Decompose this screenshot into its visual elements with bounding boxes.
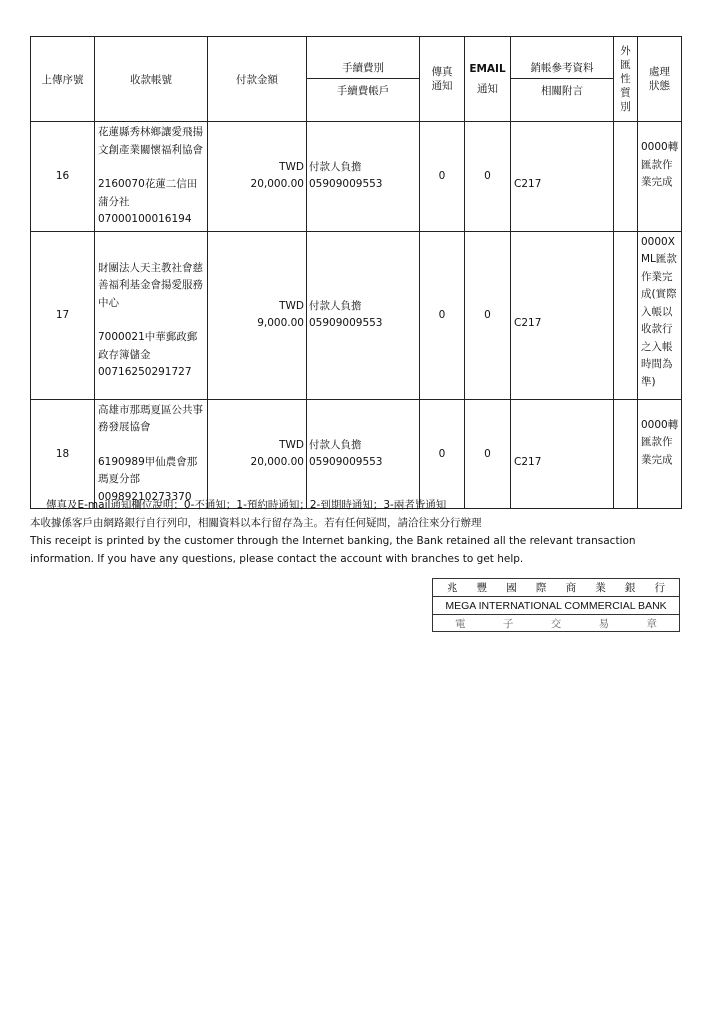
header-amount: 付款金額 — [208, 37, 307, 122]
row-account — [95, 231, 208, 399]
fee-account: 05909009553 — [309, 317, 383, 329]
row-amount — [208, 399, 307, 509]
header-row — [31, 37, 682, 122]
header-ref — [511, 37, 614, 122]
currency: TWD — [279, 438, 304, 451]
header-fee-type: 手續費別 — [307, 56, 419, 79]
header-fx: 外匯性質別 — [614, 37, 638, 122]
row-ref: C217 — [511, 399, 614, 509]
row-fee — [307, 231, 420, 399]
payee-branch: 6190989甲仙農會那瑪夏分部 — [98, 455, 198, 485]
row-fx — [614, 231, 638, 399]
header-fee — [307, 37, 420, 122]
disclaimer-english: This receipt is printed by the customer through the Internet banking, the Bank retained all the relevant transaction information. If you have any questions, please contact the account with branches to get help. — [30, 535, 636, 565]
fee-type: 付款人負擔 — [309, 300, 362, 312]
transaction-table — [30, 36, 682, 509]
row-amount — [208, 231, 307, 399]
currency: TWD — [279, 161, 304, 174]
seal-electronic-transaction: 電 子 交 易 章 — [455, 618, 657, 630]
table-row — [31, 231, 682, 399]
currency: TWD — [279, 300, 304, 312]
row-seq: 18 — [31, 399, 95, 509]
table-row — [31, 399, 682, 509]
payee-branch: 7000021中華郵政郵政存簿儲金 — [98, 331, 198, 361]
payee-name: 財團法人天主教社會慈善福利基金會揚愛服務中心 — [98, 261, 203, 309]
header-email: EMAIL 通知 — [465, 37, 511, 122]
header-fee-account: 手續費帳戶 — [336, 84, 390, 97]
row-amount — [208, 122, 307, 232]
row-status: 0000轉匯款作業完成 — [638, 122, 682, 232]
row-ref: C217 — [511, 122, 614, 232]
seal-bank-name: 兆 豐 國 際 商 業 銀 行 — [433, 579, 679, 597]
row-email: 0 — [465, 231, 511, 399]
row-seq: 17 — [31, 231, 95, 399]
payee-branch: 2160070花蓮二信田蒲分社 — [98, 178, 198, 208]
row-fx — [614, 122, 638, 232]
seal-english-name: MEGA INTERNATIONAL COMMERCIAL BANK — [433, 597, 679, 615]
row-fax: 0 — [420, 399, 465, 509]
header-ref-top: 銷帳參考資料 — [511, 56, 613, 79]
row-seq: 16 — [31, 122, 95, 232]
row-fee — [307, 399, 420, 509]
amount-value: 20,000.00 — [250, 455, 304, 468]
header-ref-bottom: 相關附言 — [541, 84, 583, 97]
row-fx — [614, 399, 638, 509]
notes-section — [30, 496, 690, 568]
amount-value: 20,000.00 — [250, 178, 304, 191]
fee-account: 05909009553 — [309, 455, 383, 468]
payee-name: 高雄市那瑪夏區公共事務發展協會 — [98, 403, 203, 433]
disclaimer-chinese: 本收據係客戶由網路銀行自行列印，相關資料以本行留存為主。若有任何疑問，請洽往來分行辦理 — [30, 517, 482, 529]
table-row — [31, 122, 682, 232]
payee-account-number: 00716250291727 — [98, 366, 192, 378]
notification-legend: 傳真及E-mail通知欄位說明：0-不通知；1-預約時通知；2-到期時通知；3-兩者皆通知 — [46, 499, 447, 511]
header-status: 處理狀態 — [638, 37, 682, 122]
amount-value: 9,000.00 — [257, 317, 304, 329]
row-status: 0000轉匯款作業完成 — [638, 399, 682, 509]
payee-name: 花蓮縣秀林鄉讓愛飛揚文創產業關懷福利協會 — [98, 126, 203, 156]
row-account — [95, 399, 208, 509]
row-fax: 0 — [420, 122, 465, 232]
fee-type: 付款人負擔 — [309, 438, 362, 451]
row-ref: C217 — [511, 231, 614, 399]
row-fax: 0 — [420, 231, 465, 399]
header-account: 收款帳號 — [95, 37, 208, 122]
bank-seal — [432, 578, 680, 632]
row-status: 0000XML匯款作業完成(實際入帳以收款行之入帳時間為準) — [638, 231, 682, 399]
row-email: 0 — [465, 399, 511, 509]
row-fee — [307, 122, 420, 232]
payee-account-number: 00989210273370 — [98, 490, 192, 503]
row-account — [95, 122, 208, 232]
payee-account-number: 07000100016194 — [98, 213, 192, 225]
fee-type: 付款人負擔 — [309, 161, 362, 174]
fee-account: 05909009553 — [309, 178, 383, 191]
row-email: 0 — [465, 122, 511, 232]
header-seq: 上傳序號 — [31, 37, 95, 122]
header-fax: 傳真通知 — [420, 37, 465, 122]
